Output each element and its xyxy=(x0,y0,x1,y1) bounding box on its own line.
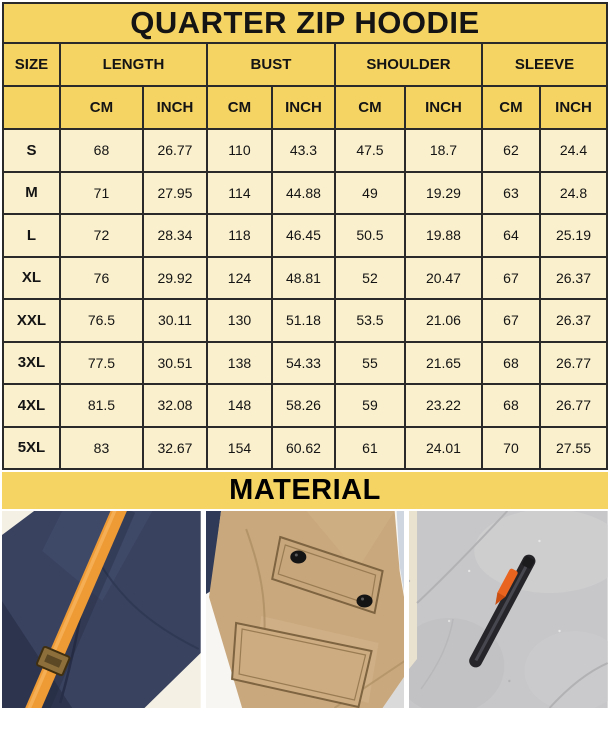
measure-cell: 23.22 xyxy=(405,384,482,427)
table-row-3xl xyxy=(3,342,607,385)
measure-cell: 46.45 xyxy=(272,214,335,257)
measure-cell: 19.88 xyxy=(405,214,482,257)
measure-cell: 72 xyxy=(60,214,143,257)
measure-cell: 26.77 xyxy=(540,384,607,427)
table-row-m xyxy=(3,172,607,215)
measure-cell: 67 xyxy=(482,257,540,300)
measure-cell: 77.5 xyxy=(60,342,143,385)
unit-header-shoulder-cm: CM xyxy=(335,86,405,129)
measure-cell: 83 xyxy=(60,427,143,470)
measure-cell: 68 xyxy=(482,384,540,427)
unit-header-length-inch: INCH xyxy=(143,86,207,129)
snap-button xyxy=(356,595,372,608)
unit-header-row xyxy=(3,86,607,129)
measure-cell: 44.88 xyxy=(272,172,335,215)
measure-cell: 24.01 xyxy=(405,427,482,470)
measure-cell: 81.5 xyxy=(60,384,143,427)
size-label: 3XL xyxy=(3,342,60,385)
measure-cell: 59 xyxy=(335,384,405,427)
measure-cell: 54.33 xyxy=(272,342,335,385)
measure-cell: 51.18 xyxy=(272,299,335,342)
material-heading: MATERIAL xyxy=(2,472,608,509)
measure-cell: 32.08 xyxy=(143,384,207,427)
measure-cell: 24.8 xyxy=(540,172,607,215)
measure-cell: 21.65 xyxy=(405,342,482,385)
table-row-xxl xyxy=(3,299,607,342)
measure-cell: 76.5 xyxy=(60,299,143,342)
measure-cell: 63 xyxy=(482,172,540,215)
measure-cell: 70 xyxy=(482,427,540,470)
measure-cell: 114 xyxy=(207,172,272,215)
photo-background xyxy=(409,511,417,669)
col-header-shoulder: SHOULDER xyxy=(335,43,482,86)
snap-button xyxy=(290,551,306,564)
unit-header-shoulder-inch: INCH xyxy=(405,86,482,129)
size-label: 4XL xyxy=(3,384,60,427)
material-photo-khaki-pocket xyxy=(206,511,405,708)
material-photo-gray-zipper xyxy=(409,511,608,708)
size-label: XL xyxy=(3,257,60,300)
col-header-bust: BUST xyxy=(207,43,335,86)
measure-cell: 25.19 xyxy=(540,214,607,257)
measure-cell: 20.47 xyxy=(405,257,482,300)
measure-cell: 50.5 xyxy=(335,214,405,257)
measure-cell: 26.37 xyxy=(540,299,607,342)
measure-cell: 130 xyxy=(207,299,272,342)
material-photo-strip xyxy=(0,511,610,708)
measure-cell: 138 xyxy=(207,342,272,385)
measure-cell: 26.37 xyxy=(540,257,607,300)
size-chart-table xyxy=(2,2,608,470)
measure-cell: 27.55 xyxy=(540,427,607,470)
column-header-row xyxy=(3,43,607,86)
measure-cell: 48.81 xyxy=(272,257,335,300)
col-header-size: SIZE xyxy=(3,43,60,86)
measure-cell: 30.51 xyxy=(143,342,207,385)
measure-cell: 49 xyxy=(335,172,405,215)
measure-cell: 148 xyxy=(207,384,272,427)
measure-cell: 55 xyxy=(335,342,405,385)
measure-cell: 76 xyxy=(60,257,143,300)
measure-cell: 19.29 xyxy=(405,172,482,215)
measure-cell: 26.77 xyxy=(540,342,607,385)
table-row-s xyxy=(3,129,607,172)
measure-cell: 62 xyxy=(482,129,540,172)
table-row-l xyxy=(3,214,607,257)
material-photo-navy-strap xyxy=(2,511,201,708)
unit-header-length-cm: CM xyxy=(60,86,143,129)
measure-cell: 61 xyxy=(335,427,405,470)
measure-cell: 47.5 xyxy=(335,129,405,172)
title-row xyxy=(3,3,607,43)
unit-header-bust-cm: CM xyxy=(207,86,272,129)
measure-cell: 60.62 xyxy=(272,427,335,470)
measure-cell: 24.4 xyxy=(540,129,607,172)
page-title: QUARTER ZIP HOODIE xyxy=(3,3,607,43)
measure-cell: 124 xyxy=(207,257,272,300)
col-header-length: LENGTH xyxy=(60,43,207,86)
size-label: S xyxy=(3,129,60,172)
size-label: M xyxy=(3,172,60,215)
measure-cell: 67 xyxy=(482,299,540,342)
measure-cell: 71 xyxy=(60,172,143,215)
measure-cell: 110 xyxy=(207,129,272,172)
measure-cell: 30.11 xyxy=(143,299,207,342)
measure-cell: 27.95 xyxy=(143,172,207,215)
unit-header-sleeve-inch: INCH xyxy=(540,86,607,129)
size-label: L xyxy=(3,214,60,257)
col-header-sleeve: SLEEVE xyxy=(482,43,607,86)
measure-cell: 32.67 xyxy=(143,427,207,470)
measure-cell: 154 xyxy=(207,427,272,470)
measure-cell: 118 xyxy=(207,214,272,257)
measure-cell: 28.34 xyxy=(143,214,207,257)
unit-header-bust-inch: INCH xyxy=(272,86,335,129)
measure-cell: 29.92 xyxy=(143,257,207,300)
table-row-xl xyxy=(3,257,607,300)
empty-corner-cell xyxy=(3,86,60,129)
measure-cell: 43.3 xyxy=(272,129,335,172)
measure-cell: 68 xyxy=(482,342,540,385)
measure-cell: 53.5 xyxy=(335,299,405,342)
measure-cell: 52 xyxy=(335,257,405,300)
table-row-5xl xyxy=(3,427,607,470)
measure-cell: 18.7 xyxy=(405,129,482,172)
table-row-4xl xyxy=(3,384,607,427)
measure-cell: 21.06 xyxy=(405,299,482,342)
measure-cell: 58.26 xyxy=(272,384,335,427)
size-label: 5XL xyxy=(3,427,60,470)
measure-cell: 68 xyxy=(60,129,143,172)
size-label: XXL xyxy=(3,299,60,342)
measure-cell: 64 xyxy=(482,214,540,257)
measure-cell: 26.77 xyxy=(143,129,207,172)
unit-header-sleeve-cm: CM xyxy=(482,86,540,129)
